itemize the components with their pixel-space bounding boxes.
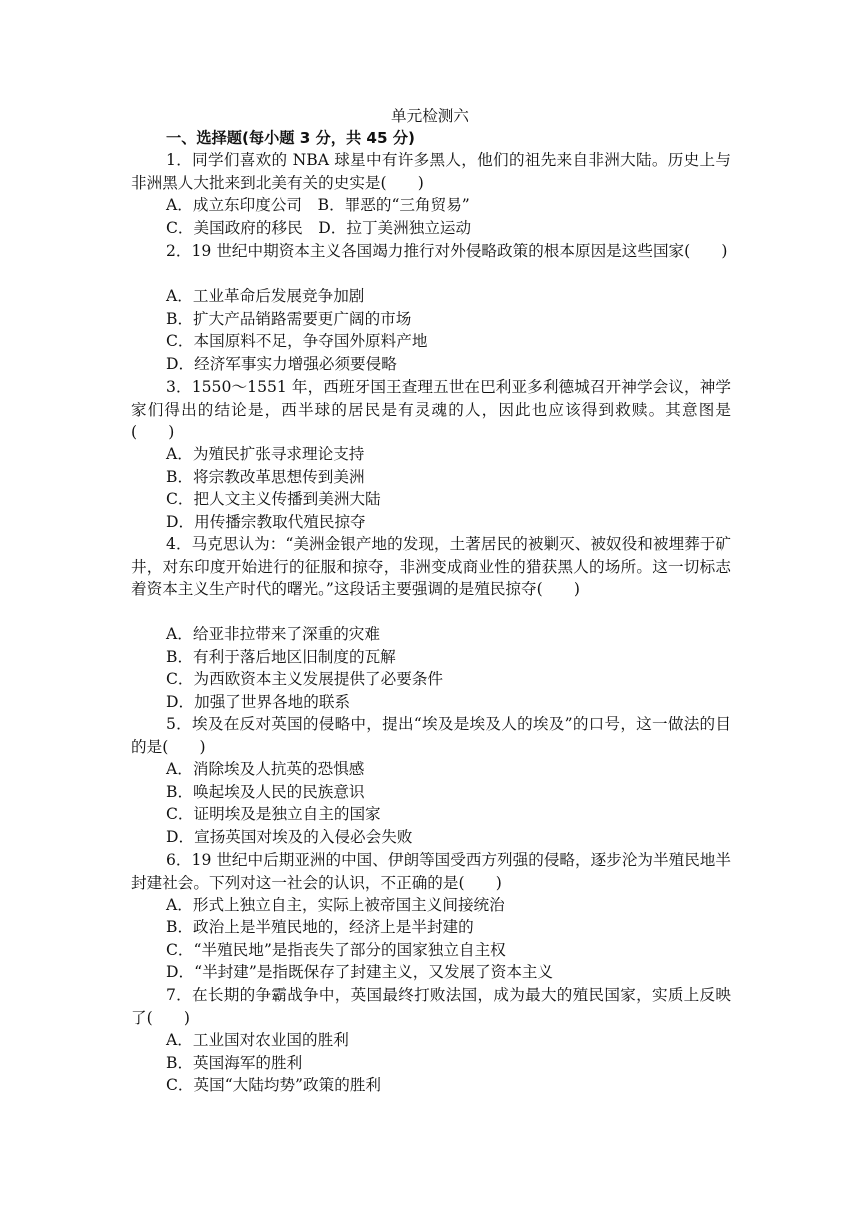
question-2-stem: 2．19 世纪中期资本主义各国竭力推行对外侵略政策的根本原因是这些国家( ) [166, 242, 728, 260]
question-5-option-c: C．证明埃及是独立自主的国家 [166, 805, 381, 823]
question-2-option-d: D．经济军事实力增强必须要侵略 [166, 355, 397, 373]
question-5-option-a: A．消除埃及人抗英的恐惧感 [166, 760, 365, 778]
question-6-option-b: B．政治上是半殖民地的，经济上是半封建的 [166, 918, 474, 936]
question-7-option-b: B．英国海军的胜利 [166, 1054, 303, 1072]
question-3-option-b: B．将宗教改革思想传到美洲 [166, 468, 365, 486]
question-7-option-a: A．工业国对农业国的胜利 [166, 1031, 349, 1049]
section-heading: 一、选择题(每小题 3 分，共 45 分) [166, 129, 415, 147]
question-7-option-c: C．英国“大陆均势”政策的胜利 [166, 1076, 382, 1094]
question-1-option-row-2: C．美国政府的移民 D．拉丁美洲独立运动 [166, 219, 472, 237]
question-6-option-c: C．“半殖民地”是指丧失了部分的国家独立自主权 [166, 941, 506, 959]
question-7-stem: 7．在长期的争霸战争中，英国最终打败法国，成为最大的殖民国家，实质上反映了( ) [131, 986, 731, 1027]
question-2-option-b: B．扩大产品销路需要更广阔的市场 [166, 310, 412, 328]
question-5-option-d: D．宣扬英国对埃及的入侵必会失败 [166, 828, 413, 846]
question-4-option-b: B．有利于落后地区旧制度的瓦解 [166, 648, 396, 666]
page-title: 单元检测六 [391, 107, 469, 125]
question-1-option-row-1: A．成立东印度公司 B．罪恶的“三角贸易” [166, 196, 470, 214]
question-5-option-b: B．唤起埃及人民的民族意识 [166, 783, 365, 801]
question-4-stem: 4．马克思认为：“美洲金银产地的发现，土著居民的被剿灭、被奴役和被埋葬于矿井，对东印度开始进行的征服和掠夺，非洲变成商业性的猎获黑人的场所。这一切标志着资本主义生产时代的曙光。”这段话主要强调的是殖民掠夺( ) [131, 535, 731, 599]
question-6-option-a: A．形式上独立自主，实际上被帝国主义间接统治 [166, 896, 505, 914]
question-4-option-a: A．给亚非拉带来了深重的灾难 [166, 625, 380, 643]
question-2-option-c: C．本国原料不足，争夺国外原料产地 [166, 332, 428, 350]
question-3-option-a: A．为殖民扩张寻求理论支持 [166, 445, 365, 463]
question-3-stem: 3．1550～1551 年，西班牙国王查理五世在巴利亚多利德城召开神学会议，神学家们得出的结论是，西半球的居民是有灵魂的人，因此也应该得到救赎。其意图是( ) [131, 378, 731, 442]
question-6-option-d: D．“半封建”是指既保存了封建主义，又发展了资本主义 [166, 963, 554, 981]
question-6-stem: 6．19 世纪中后期亚洲的中国、伊朗等国受西方列强的侵略，逐步沦为半殖民地半封建社会。下列对这一社会的认识，不正确的是( ) [131, 851, 731, 892]
question-3-option-d: D．用传播宗教取代殖民掠夺 [166, 513, 366, 531]
question-5-stem: 5．埃及在反对英国的侵略中，提出“埃及是埃及人的埃及”的口号，这一做法的目的是( ) [131, 715, 731, 756]
question-1-stem: 1．同学们喜欢的 NBA 球星中有许多黑人，他们的祖先来自非洲大陆。历史上与非洲黑人大批来到北美有关的史实是( ) [131, 151, 731, 192]
question-2-option-a: A．工业革命后发展竞争加剧 [166, 287, 365, 305]
question-4-option-c: C．为西欧资本主义发展提供了必要条件 [166, 670, 444, 688]
question-4-option-d: D．加强了世界各地的联系 [166, 693, 351, 711]
question-3-option-c: C．把人文主义传播到美洲大陆 [166, 490, 381, 508]
